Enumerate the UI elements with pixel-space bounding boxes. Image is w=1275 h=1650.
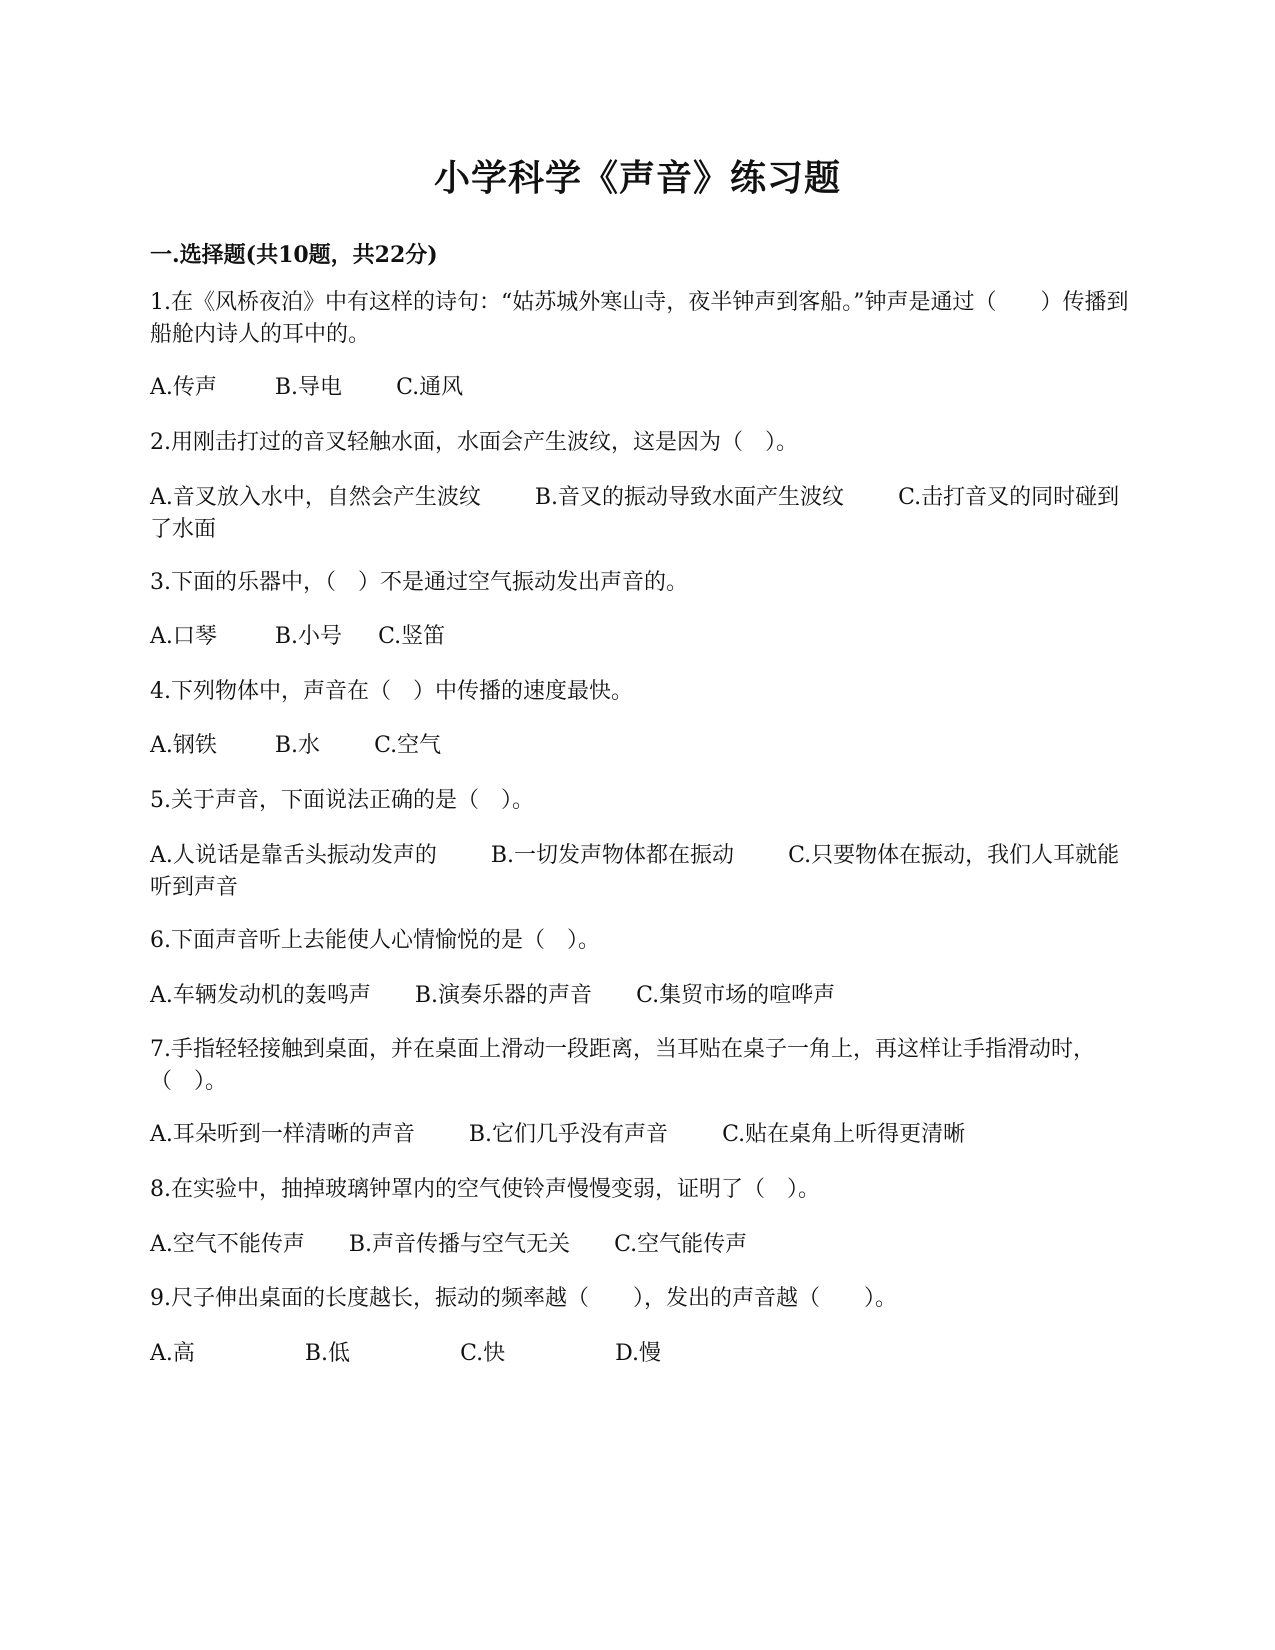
question-4-options [150,730,1130,762]
page-title: 小学科学《声音》练习题 [433,157,841,199]
option-b[interactable]: B.小号 [274,624,343,649]
option-b[interactable]: B.声音传播与空气无关 [348,1232,571,1257]
option-d[interactable]: D.慢 [615,1341,661,1366]
option-c[interactable]: C.只要物体在振动，我们人耳就能听到声音 [150,843,1120,900]
option-c[interactable]: C.快 [460,1341,506,1366]
question-8: 8.在实验中，抽掉玻璃钟罩内的空气使铃声慢慢变弱，证明了（ ）。 [150,1177,820,1202]
question-1: 1.在《风桥夜泊》中有这样的诗句：“姑苏城外寒山寺，夜半钟声到客船。”钟声是通过（ ）传播到船舱内诗人的耳中的。 [150,290,1129,347]
option-b[interactable]: B.导电 [274,375,343,400]
option-b[interactable]: B.水 [274,733,321,758]
option-a[interactable]: A.音叉放入水中，自然会产生波纹 [150,485,481,510]
option-c[interactable]: C.空气 [374,733,442,758]
section-heading: 一.选择题(共10题，共22分) [150,242,438,268]
question-2-options [150,482,1130,546]
option-a[interactable]: A.口琴 [150,624,217,649]
question-8-options [150,1229,1130,1261]
question-5: 5.关于声音，下面说法正确的是（ ）。 [150,788,534,813]
option-b[interactable]: B.音叉的振动导致水面产生波纹 [534,485,845,510]
option-b[interactable]: B.它们几乎没有声音 [468,1122,669,1147]
option-b[interactable]: B.低 [304,1341,351,1366]
question-9: 9.尺子伸出桌面的长度越长，振动的频率越（ ），发出的声音越（ ）。 [150,1286,897,1311]
question-6: 6.下面声音听上去能使人心情愉悦的是（ ）。 [150,928,600,953]
option-a[interactable]: A.人说话是靠舌头振动发声的 [150,843,437,868]
option-c[interactable]: C.竖笛 [378,624,446,649]
question-4: 4.下列物体中，声音在（ ）中传播的速度最快。 [150,679,633,704]
question-7-options [150,1119,1130,1151]
option-b[interactable]: B.一切发声物体都在振动 [490,843,735,868]
option-a[interactable]: A.传声 [150,375,217,400]
option-a[interactable]: A.耳朵听到一样清晰的声音 [150,1122,415,1147]
question-9-options [150,1338,1130,1370]
question-5-options [150,840,1130,904]
question-3-options [150,621,1130,653]
option-a[interactable]: A.高 [150,1341,195,1366]
option-c[interactable]: C.通风 [396,375,464,400]
question-2: 2.用刚击打过的音叉轻触水面，水面会产生波纹，这是因为（ ）。 [150,430,798,455]
option-c[interactable]: C.贴在桌角上听得更清晰 [722,1122,966,1147]
option-c[interactable]: C.集贸市场的喧哗声 [636,983,836,1008]
option-a[interactable]: A.车辆发动机的轰鸣声 [150,983,371,1008]
option-b[interactable]: B.演奏乐器的声音 [414,983,593,1008]
question-1-options [150,372,1130,404]
question-3: 3.下面的乐器中，（ ）不是通过空气振动发出声音的。 [150,570,688,595]
option-a[interactable]: A.空气不能传声 [150,1232,305,1257]
option-c[interactable]: C.空气能传声 [614,1232,748,1257]
option-c[interactable]: C.击打音叉的同时碰到了水面 [150,485,1120,542]
option-a[interactable]: A.钢铁 [150,733,217,758]
question-6-options [150,980,1130,1012]
question-7: 7.手指轻轻接触到桌面，并在桌面上滑动一段距离，当耳贴在桌子一角上，再这样让手指滑动时，（ ）。 [150,1037,1095,1094]
